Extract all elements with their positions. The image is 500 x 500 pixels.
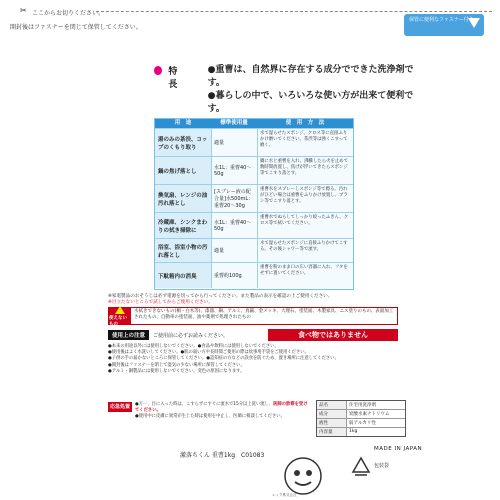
row-method: 重曹を粉のまま口の広い容器に入れ、フタをせずに置いてください。 xyxy=(257,263,353,288)
spec-value: 住宅用洗浄剤 xyxy=(349,403,376,408)
row-method: 水で湿らせたスポンジ、クロス等に直接ふりかけ磨いてください。茶渋等は強くこすって磨く。 xyxy=(257,129,353,156)
usage-table-header xyxy=(155,119,353,128)
emergency-text-2: ●使用中に皮膚に異常が生じた時は使用を中止し、医師に相談してください。 xyxy=(135,414,285,420)
recycle-icon xyxy=(350,456,372,478)
table-row xyxy=(317,418,405,427)
spec-key: 液性 xyxy=(317,419,347,427)
not-usable-label-text: 使えないもの xyxy=(109,315,127,327)
list-item: ●本来の用途以外には使用しないでください。●食品や飲料には使用しないでください。 xyxy=(108,344,279,349)
feature-item: ●暮らしの中で、いろいろな使い方が出来て便利です。 xyxy=(207,91,414,115)
spec-key: 品名 xyxy=(317,401,347,409)
recycle-label: 包装袋 xyxy=(374,463,390,469)
emergency-text-red: 医師の診察を受けてください。 xyxy=(135,402,308,414)
brand-text: レック株式会社 xyxy=(272,493,297,497)
table-row xyxy=(317,409,405,418)
row-use: 湯のみの茶渋、コップのくもり取り xyxy=(155,129,211,156)
caution-list xyxy=(108,344,398,375)
feature-item: ●重曹は、自然界に存在する成分でできた洗浄剤です。 xyxy=(207,65,414,89)
row-use: 浴室、浴室小物の汚れ落とし xyxy=(155,239,211,262)
emergency-text xyxy=(135,402,308,421)
product-code: 激落ちくん 重曹1kg C01083 xyxy=(180,452,265,459)
usage-caution-sub: ご使用前に必ずお読みください。 xyxy=(153,332,229,339)
spec-table xyxy=(316,400,406,437)
scissors-icon: ✂ xyxy=(20,6,27,15)
table-row xyxy=(155,238,353,262)
emergency-label: 応急処置 xyxy=(110,404,131,410)
row-amount: 水1L：重曹40〜50g xyxy=(211,213,257,238)
arrow-down-icon xyxy=(468,18,480,28)
caution-notes xyxy=(108,294,398,307)
row-amount: 適量 xyxy=(211,129,257,156)
storage-note: 開封後はファスナーを閉じて保管してください。 xyxy=(10,24,142,31)
spec-key: 成分 xyxy=(317,410,347,418)
list-item: ●アルミ・銅製品には使用しないでください。変色の原因になります。 xyxy=(108,368,245,374)
table-row xyxy=(155,156,353,184)
spec-value: 1kg xyxy=(349,429,358,434)
spec-value: 炭酸水素ナトリウム xyxy=(349,412,390,417)
row-method: 重曹水でぬらしてしっかり絞ったふきん、クロス等で拭いてください。 xyxy=(257,213,353,238)
row-method: 重曹水をスプレーしスポンジ等で擦る。汚れがひどい場合は重曹をふりかけ放置し、ブラシ等でこすり落とす。 xyxy=(257,185,353,212)
warning-icon xyxy=(115,306,125,314)
cut-instruction: ここからお切りください。 xyxy=(32,10,105,17)
row-use: 下駄箱内の消臭 xyxy=(155,263,211,288)
table-row xyxy=(317,427,405,436)
header-method: 使 用 方 法 xyxy=(285,120,325,126)
table-row xyxy=(155,212,353,238)
made-in-label: MADE IN JAPAN xyxy=(374,446,423,452)
row-amount: [スプレー液の配合量]水500mL：重曹20〜30g xyxy=(211,185,257,212)
row-amount: 重曹約100g xyxy=(211,263,257,288)
row-use: 鍋の焦げ落とし xyxy=(155,157,211,184)
row-amount: 水1L：重曹40〜50g xyxy=(211,157,257,184)
spec-value: 弱アルカリ性 xyxy=(349,421,376,426)
features-title: 特 長 xyxy=(168,67,193,90)
cut-dashed-line xyxy=(96,11,492,12)
not-usable-label xyxy=(109,308,131,327)
emergency-section xyxy=(108,402,308,421)
features-list xyxy=(208,64,414,116)
list-item: ●子供の手の届かないところに保管してください。●認知症の方などの誤食を防ぐため、置き場所に注意してください。 xyxy=(108,356,339,362)
zipper-badge-text: 保管に便利なファスナー付き xyxy=(409,17,474,23)
table-row xyxy=(155,184,353,212)
not-usable-box xyxy=(108,307,398,325)
not-usable-text: 水拭きできないもの(桐・白木等)、漆器、銅、アルミ、真鍮、金メッキ、大理石、塗装面、木製家具、ニス塗りのもの、表面加工されたもの、自動車の塗装面、油や薬剤で処理されたもの xyxy=(134,309,394,321)
usage-caution-title: 使用上の注意 xyxy=(108,330,149,340)
list-item: ●開封後はファスナーを閉じて湿気の少ない場所に保管してください。 xyxy=(108,362,245,368)
brand-logo-icon xyxy=(283,456,323,496)
header-amount: 標準使用量 xyxy=(220,120,248,126)
zipper-badge xyxy=(404,14,484,36)
row-method: 鍋に水と重曹を入れ、沸騰したら火を止めて数時間放置し、焦げが浮いてきたらスポンジ等でこすり落とす。 xyxy=(257,157,353,184)
list-item: ●使用後はよく水洗いしてください。●肌の弱い方や長時間ご使用の際は炊事用手袋をご使用ください。 xyxy=(108,350,309,356)
header-use: 用 途 xyxy=(174,120,192,126)
table-row xyxy=(155,128,353,156)
not-food-banner: 食べ物ではありません xyxy=(268,329,398,341)
table-row xyxy=(317,401,405,409)
row-use: 換気扇、レンジの油汚れ落とし xyxy=(155,185,211,212)
bullet-icon xyxy=(154,66,162,75)
features-section xyxy=(154,64,414,116)
caution-note-red: ※目立たないところで試してからご使用ください。 xyxy=(108,300,213,306)
usage-table xyxy=(154,118,354,290)
row-amount: 適量 xyxy=(211,239,257,262)
row-method: 水で湿らせたスポンジに直接ふりかけてこする。その後シャワー等で流す。 xyxy=(257,239,353,262)
row-use: 冷蔵庫、シンクまわりの拭き掃除に xyxy=(155,213,211,238)
spec-key: 内容量 xyxy=(317,428,347,436)
emergency-text-1: ●万一、目に入った時は、こすらずにすぐに流水で15分以上洗い流し、 xyxy=(135,402,274,407)
table-row xyxy=(155,262,353,288)
caution-note: ※家電製品のおそうじは必ず電源を切ってから行ってください。また製品の表示を確認の上ご使用ください。 xyxy=(108,294,333,299)
